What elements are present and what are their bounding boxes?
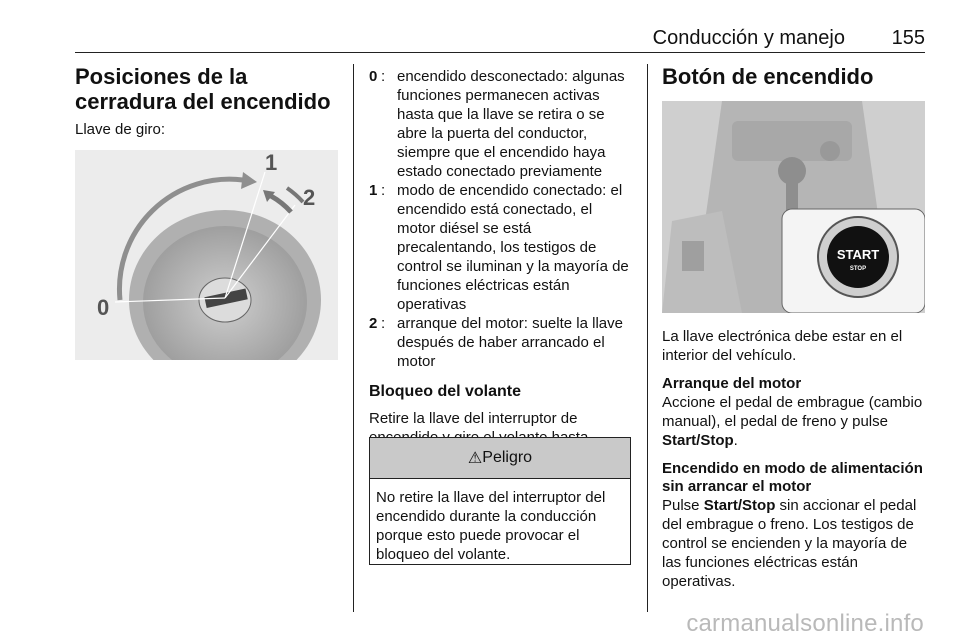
column-divider [353,64,354,612]
start-stop-term: Start/Stop [703,497,776,514]
steering-lock-heading: Bloqueo del volante [369,383,522,400]
key-intro: Llave de giro: [75,121,166,138]
list-item [369,181,633,314]
list-text: encendido desconectado: algunas funciones permanecen activas hasta que la llave se retira o se abre la puerta del conductor, siempre que el encendido haya estado conectado previamente [397,68,625,180]
position-2-label: 2 [303,185,316,210]
center-console-drawing [662,101,925,313]
list-separator: : [381,68,386,85]
start-button-heading: Botón de encendido [662,64,874,89]
power-mode-text [662,496,926,591]
danger-text: No retire la llave del interruptor del encendido durante la conducción porque esto puede provocar el bloqueo del volante. [376,489,606,563]
ignition-positions-heading: Posiciones de la cerradura del encendido [75,64,331,114]
engine-start-text-b: . [733,432,738,449]
list-number: 0 [369,68,378,85]
list-item [369,67,633,181]
list-text: modo de encendido conectado: el encendido está conectado, el motor diésel se está precalentando, los testigos de control se iluminan y la mayoría de funciones eléctricas están operativas [397,182,629,313]
start-stop-term: Start/Stop [662,432,734,449]
danger-box [369,437,631,565]
section-title: Conducción y manejo [652,27,845,49]
power-mode-text-b: sin accionar el pedal del embrague o freno. Los testigos de control se encienden y la mayoría de las funciones eléctricas están operativas. [662,497,917,590]
list-separator: : [381,182,386,199]
ignition-key-illustration [75,150,338,360]
engine-start-text [662,393,926,450]
position-1-label: 1 [265,150,278,175]
position-0-label: 0 [97,295,110,320]
warning-icon: ⚠ [467,450,483,467]
ignition-lock-drawing [75,150,338,360]
list-separator: : [381,315,386,332]
engine-start-text-a: Accione el pedal de embrague (cambio manual), el pedal de freno y pulse [662,394,923,430]
steering-lock-text: Retire la llave del interruptor de [369,410,578,427]
positions-list [369,67,633,466]
list-text: arranque del motor: suelte la llave después de haber arrancado el motor [397,315,623,370]
column-1 [75,64,340,139]
column-divider [647,64,648,612]
page-number: 155 [891,27,925,49]
column-3 [662,64,926,89]
start-stop-illustration [662,101,925,313]
danger-title: Peligro [482,449,533,466]
danger-header [370,438,630,479]
stop-label: STOP [849,266,867,272]
power-mode-heading: Encendido en modo de alimentación sin arrancar el motor [662,460,923,495]
list-item [369,314,633,371]
start-label: START [836,247,880,262]
start-button-text [662,327,926,591]
electronic-key-text: La llave electrónica debe estar en el interior del vehículo. [662,328,903,364]
page-header [75,24,925,53]
list-number: 1 [369,182,378,199]
power-mode-text-a: Pulse [662,497,704,514]
list-number: 2 [369,315,378,332]
watermark: carmanualsonline.info [686,610,924,637]
engine-start-heading: Arranque del motor [662,375,802,392]
